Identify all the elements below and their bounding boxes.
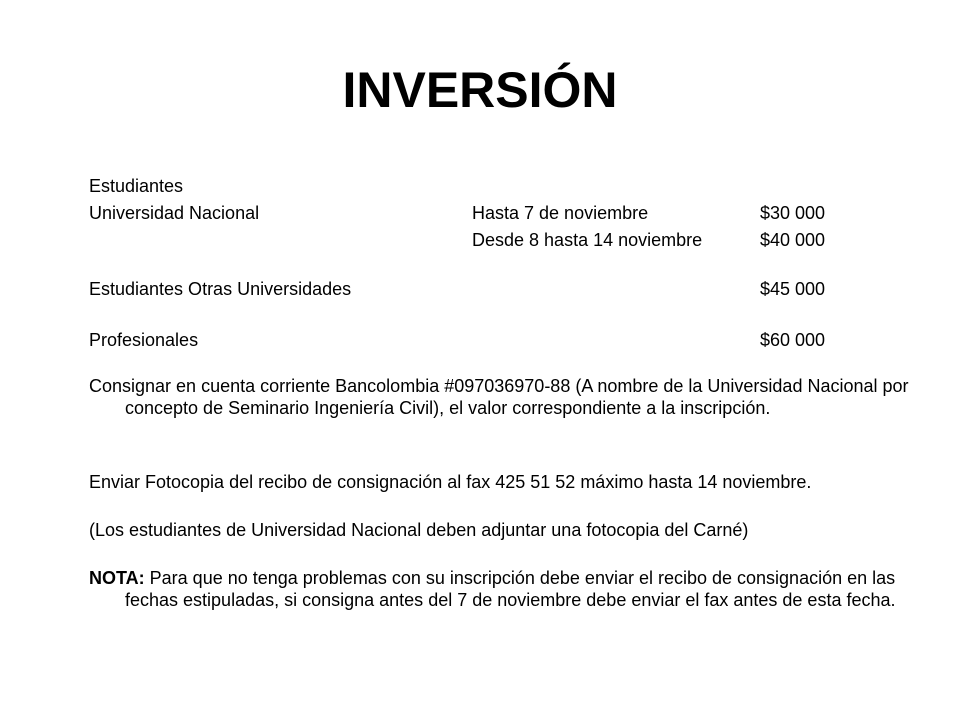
pricing-row-period: Desde 8 hasta 14 noviembre — [472, 230, 703, 250]
nota-text: Para que no tenga problemas con su inscripción debe enviar el recibo de consignación en las fechas estipuladas, si consigna antes del 7 de noviembre debe enviar el fax antes de esta fecha. — [125, 568, 896, 610]
pricing-row-label: Estudiantes Otras Universidades — [89, 279, 352, 299]
pricing-row-price: $40 000 — [760, 230, 826, 250]
pricing-heading: Estudiantes — [89, 176, 184, 196]
pricing-row-label: Universidad Nacional — [89, 203, 260, 223]
payment-instructions-paragraph: Consignar en cuenta corriente Bancolombia #097036970-88 (A nombre de la Universidad Nacional por concepto de Seminario Ingeniería Civil), el valor correspondiente a la inscripción. — [89, 376, 909, 418]
nota-paragraph — [89, 567, 919, 611]
pricing-row-price: $60 000 — [760, 330, 826, 350]
nota-label: NOTA: — [89, 568, 145, 588]
pricing-row-price: $45 000 — [760, 279, 826, 299]
pricing-row-period: Hasta 7 de noviembre — [472, 203, 649, 223]
pricing-row-label: Profesionales — [89, 330, 199, 350]
page-title: INVERSIÓN — [342, 62, 618, 118]
fax-instructions-paragraph: Enviar Fotocopia del recibo de consignación al fax 425 51 52 máximo hasta 14 noviembre. — [89, 472, 812, 492]
carne-note-paragraph: (Los estudiantes de Universidad Nacional deben adjuntar una fotocopia del Carné) — [89, 520, 749, 540]
pricing-row-price: $30 000 — [760, 203, 826, 223]
